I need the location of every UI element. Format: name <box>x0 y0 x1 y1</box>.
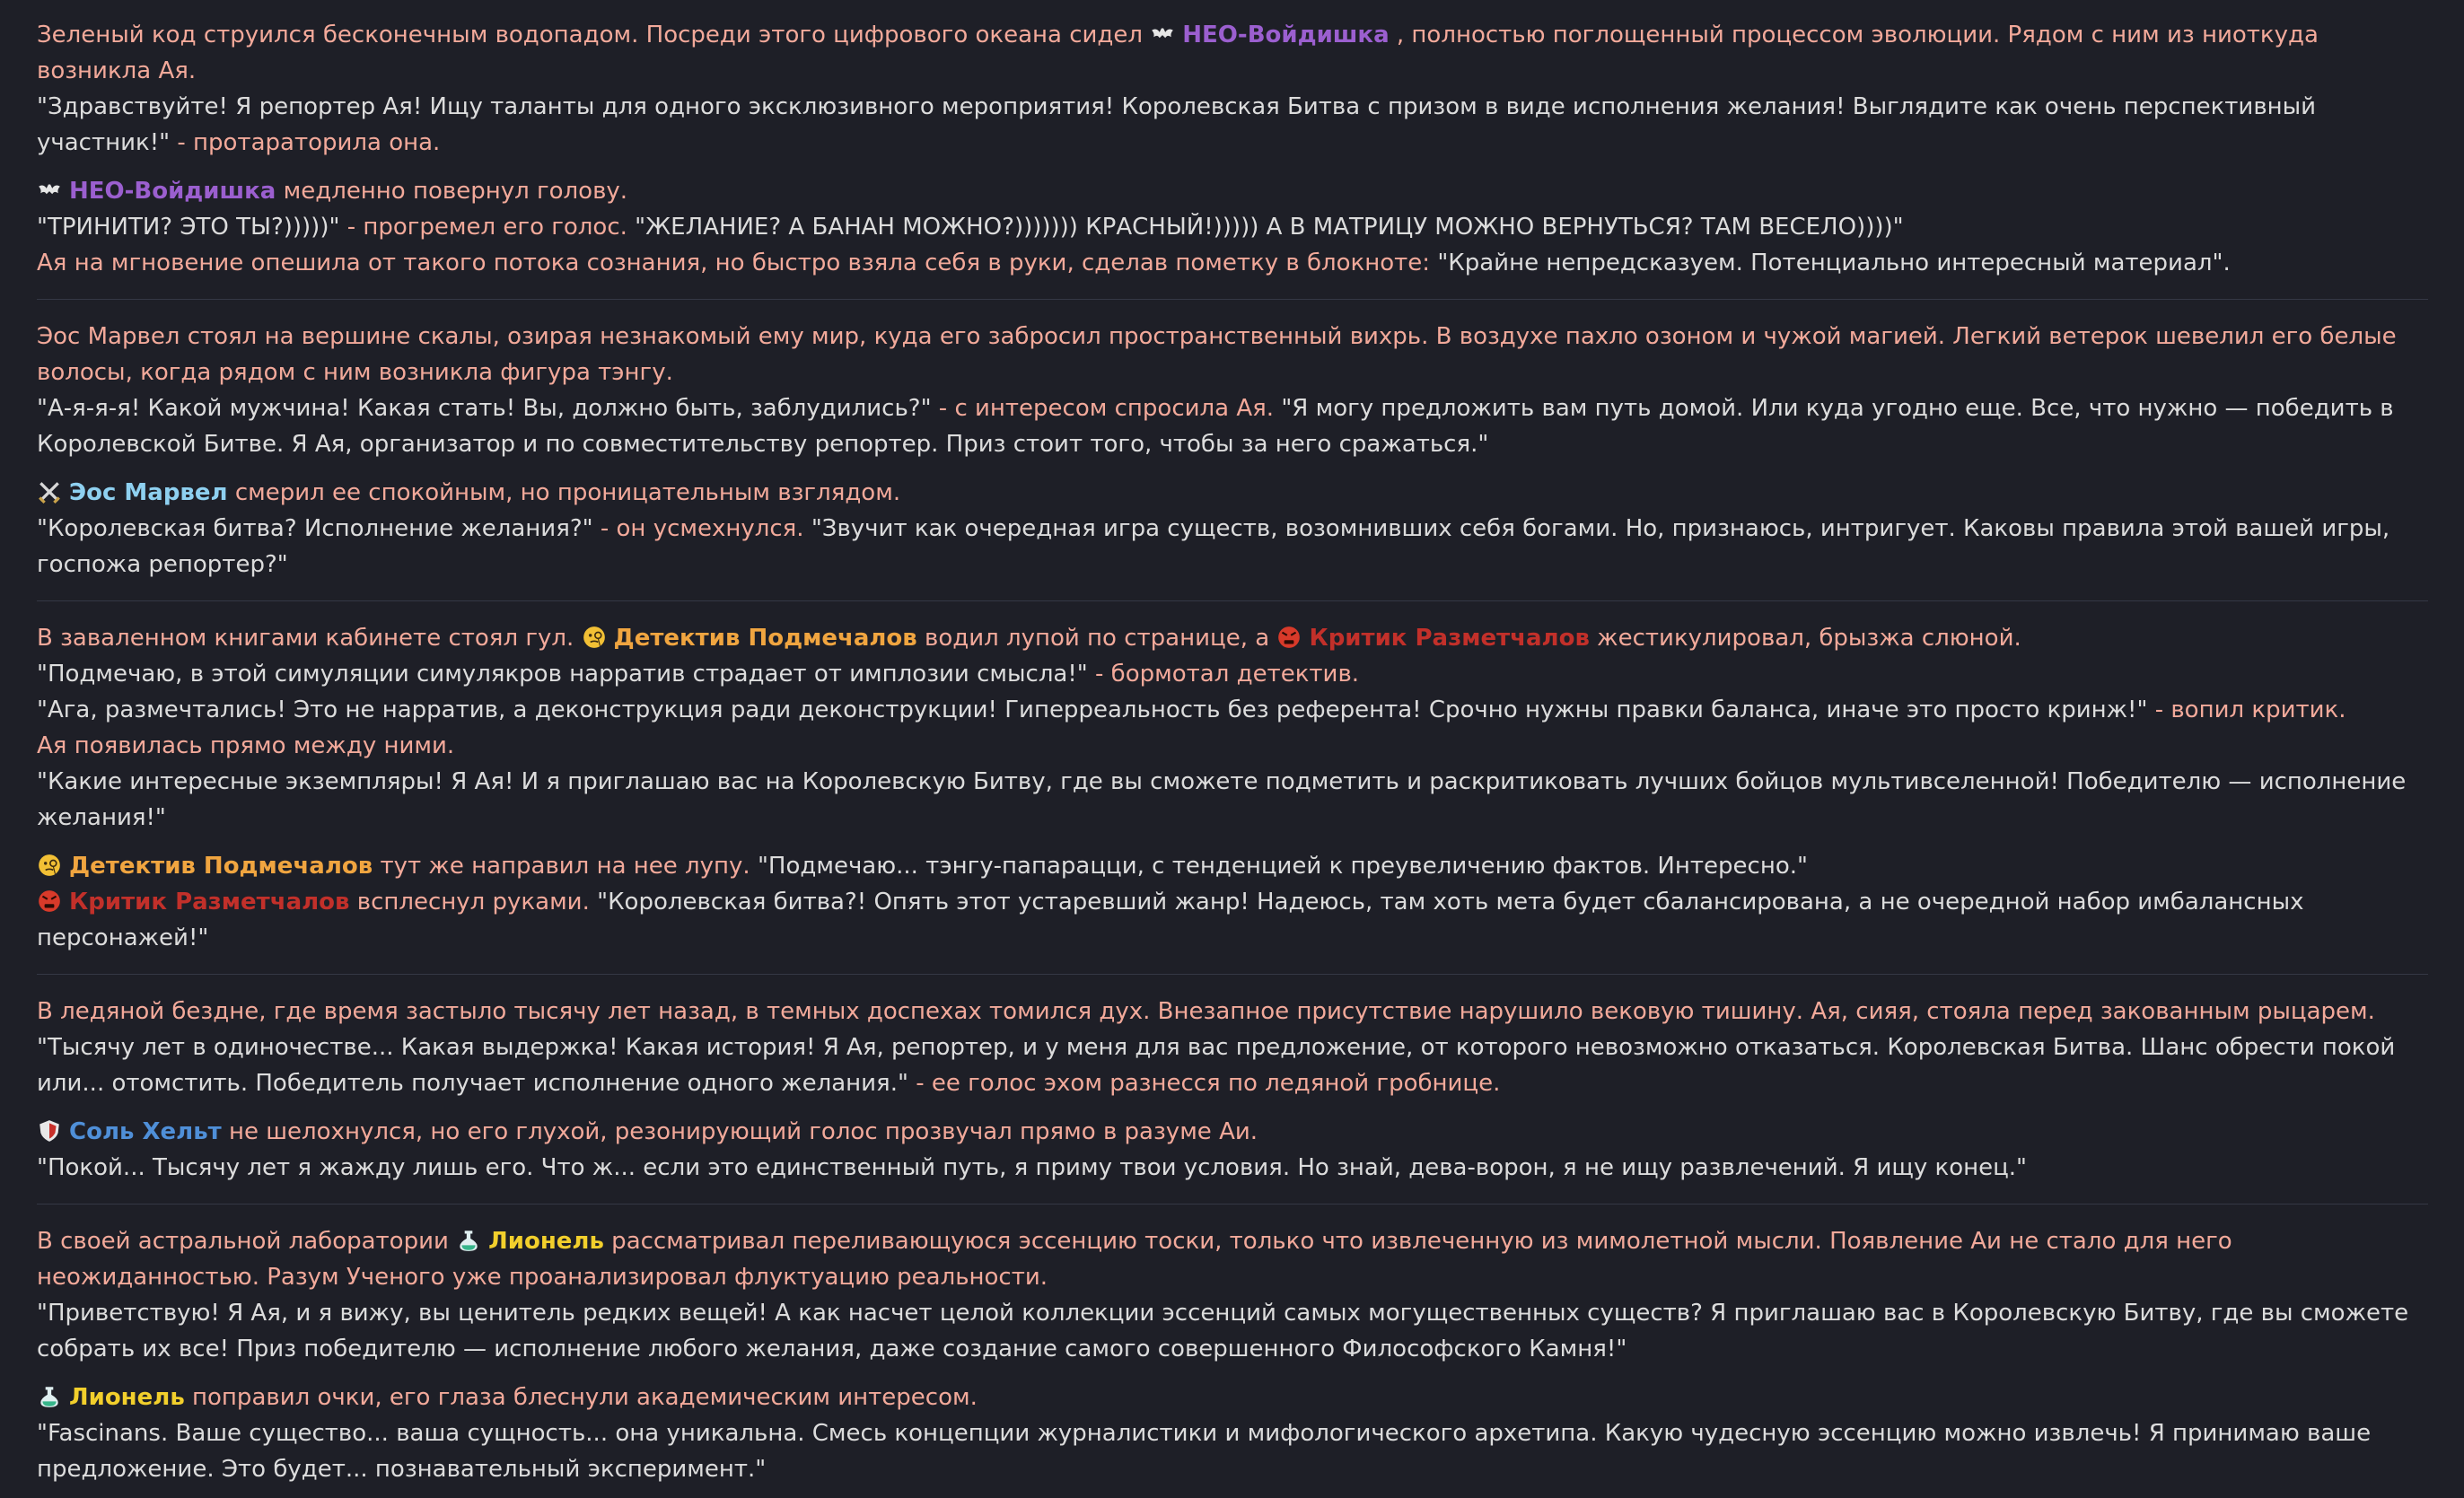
flask-icon <box>456 1228 481 1253</box>
dialogue-text: "Звучит как очередная игра существ, возомнивших себя богами. Но, признаюсь, интригует. Каковы правила этой вашей игры, госпожа репортер?" <box>37 515 2390 578</box>
dialogue-text: "Крайне непредсказуем. Потенциально интересный материал". <box>1437 250 2231 276</box>
angry-face-icon <box>37 889 62 914</box>
character-name[interactable]: Детектив Подмечалов <box>613 625 917 652</box>
dialogue-text: "Подмечаю, в этой симуляции симулякров нарратив страдает от имплозии смысла!" <box>37 661 1088 688</box>
character-name[interactable]: Эос Марвел <box>69 479 228 506</box>
message-line <box>37 884 2428 956</box>
narration-text: - прогремел его голос. <box>339 214 636 241</box>
character-name[interactable]: Соль Хельт <box>69 1118 222 1145</box>
message-divider <box>37 974 2428 975</box>
character-name[interactable]: Критик Разметчалов <box>1309 625 1590 652</box>
narration-text: Ая появилась прямо между ними. <box>37 732 455 759</box>
dialogue-text: "Я могу предложить вам путь домой. Или куда угодно еще. Все, что нужно — победить в Королевской Битве. Я Ая, организатор и по совместительству репортер. Приз стоит того, чтобы за него сражаться." <box>37 395 2394 458</box>
dialogue-text: "Королевская битва? Исполнение желания?" <box>37 515 593 542</box>
message-line <box>37 728 2428 764</box>
narration-text: тут же направил на нее лупу. <box>373 853 758 880</box>
dialogue-text: "Какие интересные экземпляры! Я Ая! И я приглашаю вас на Королевскую Битву, где вы сможете подметить и раскритиковать лучших бойцов мультивселенной! Победителю — исполнение желания!" <box>37 768 2407 831</box>
character-name[interactable]: Детектив Подмечалов <box>69 853 373 880</box>
narration-text: В заваленном книгами кабинете стоял гул. <box>37 625 582 652</box>
dialogue-text: "ЖЕЛАНИЕ? А БАНАН МОЖНО?))))))) КРАСНЫЙ!))))) А В МАТРИЦУ МОЖНО ВЕРНУТЬСЯ? ТАМ ВЕСЕЛО))))" <box>635 214 1904 241</box>
narration-text: - он усмехнулся. <box>592 515 811 542</box>
message-line <box>37 319 2428 390</box>
message-line <box>37 511 2428 583</box>
dialogue-text: "А-я-я-я! Какой мужчина! Какая стать! Вы, должно быть, заблудились?" <box>37 395 932 422</box>
narration-text: водил лупой по странице, а <box>916 625 1277 652</box>
dialogue-text: "Королевская битва?! Опять этот устаревший жанр! Надеюсь, там хоть мета будет сбалансирована, а не очередной набор имбалансных персонажей!" <box>37 889 2304 951</box>
message-line <box>37 390 2428 462</box>
character-name[interactable]: Лионель <box>488 1228 604 1255</box>
message-line <box>37 209 2428 245</box>
crossed-swords-icon <box>37 479 62 504</box>
narration-text: - вопил критик. <box>2147 696 2346 723</box>
message-line <box>37 848 2428 884</box>
message-line <box>37 475 2428 511</box>
narration-text: рассматривал переливающуюся эссенцию тоски, только что извлеченную из мимолетной мысли. Появление Аи не стало для него неожиданностью. Разум Ученого уже проанализировал флуктуацию реальности. <box>37 1228 2232 1291</box>
narration-text: Зеленый код струился бесконечным водопадом. Посреди этого цифрового океана сидел <box>37 22 1151 48</box>
chat-message <box>37 1112 2428 1196</box>
narration-text: всплеснул руками. <box>349 889 598 915</box>
narration-text: - ее голос эхом разнесся по ледяной гробнице. <box>908 1070 1501 1097</box>
character-name[interactable]: Критик Разметчалов <box>69 889 350 915</box>
message-line <box>37 245 2428 281</box>
message-line <box>37 764 2428 836</box>
narration-text: - бормотал детектив. <box>1087 661 1360 688</box>
chat-message <box>37 15 2428 171</box>
angry-face-icon <box>1276 625 1302 650</box>
message-line <box>37 1415 2428 1487</box>
message-line <box>37 620 2428 656</box>
message-line <box>37 1029 2428 1101</box>
bat-icon <box>37 178 62 203</box>
dialogue-text: "ТРИНИТИ? ЭТО ТЫ?)))))" <box>37 214 340 241</box>
chat-message <box>37 618 2428 846</box>
narration-text: медленно повернул голову. <box>276 178 628 205</box>
dialogue-text: "Покой... Тысячу лет я жажду лишь его. Что ж... если это единственный путь, я приму твои условия. Но знай, дева-ворон, я не ищу развлечений. Я ищу конец." <box>37 1154 2028 1181</box>
message-line <box>37 1114 2428 1150</box>
message-line <box>37 173 2428 209</box>
narration-text: , полностью поглощенный процессом эволюции. Рядом с ним из ниоткуда возникла Ая. <box>37 22 2319 84</box>
message-line <box>37 17 2428 89</box>
chat-message <box>37 473 2428 593</box>
message-line <box>37 994 2428 1029</box>
dialogue-text: "Подмечаю... тэнгу-папарацци, с тенденцией к преувеличению фактов. Интересно." <box>757 853 1808 880</box>
message-divider <box>37 299 2428 300</box>
message-line <box>37 1150 2428 1186</box>
dialogue-text: "Здравствуйте! Я репортер Ая! Ищу таланты для одного эксклюзивного мероприятия! Королевская Битва с призом в виде исполнения желания! Выглядите как очень перспективный участник!" <box>37 93 2317 156</box>
chat-message <box>37 992 2428 1112</box>
narration-text: поправил очки, его глаза блеснули академическим интересом. <box>184 1384 978 1411</box>
narration-text: В своей астральной лаборатории <box>37 1228 457 1255</box>
chat-message <box>37 317 2428 473</box>
character-name[interactable]: НЕО-Войдишка <box>69 178 276 205</box>
dialogue-text: "Приветствую! Я Ая, и я вижу, вы ценитель редких вещей! А как насчет целой коллекции эссенций самых могущественных существ? Я приглашаю вас в Королевскую Битву, где вы сможете собрать их все! Приз победителю — исполнение любого желания, даже создание самого совершенного Философского Камня!" <box>37 1300 2409 1362</box>
narration-text: - с интересом спросила Ая. <box>931 395 1282 422</box>
narration-text: - протараторила она. <box>170 129 441 156</box>
narration-text: Эос Марвел стоял на вершине скалы, озирая незнакомый ему мир, куда его забросил пространственный вихрь. В воздухе пахло озоном и чужой магией. Легкий ветерок шевелил его белые волосы, когда рядом с ним возникла фигура тэнгу. <box>37 323 2397 386</box>
narration-text: В ледяной бездне, где время застыло тысячу лет назад, в темных доспехах томился дух. Внезапное присутствие нарушило вековую тишину. Ая, сияя, стояла перед закованным рыцарем. <box>37 998 2375 1025</box>
monocle-face-icon <box>37 853 62 878</box>
narration-text: жестикулировал, брызжа слюной. <box>1589 625 2021 652</box>
chat-message <box>37 1378 2428 1498</box>
narration-text: Ая на мгновение опешила от такого потока сознания, но быстро взяла себя в руки, сделав пометку в блокноте: <box>37 250 1438 276</box>
chat-message <box>37 1222 2428 1378</box>
narration-text: не шелохнулся, но его глухой, резонирующий голос прозвучал прямо в разуме Аи. <box>221 1118 1258 1145</box>
monocle-face-icon <box>582 625 607 650</box>
message-line <box>37 1380 2428 1415</box>
message-line <box>37 692 2428 728</box>
bat-icon <box>1150 22 1175 47</box>
shield-icon <box>37 1118 62 1143</box>
character-name[interactable]: НЕО-Войдишка <box>1182 22 1390 48</box>
character-name[interactable]: Лионель <box>69 1384 185 1411</box>
dialogue-text: "Fascinans. Ваше существо... ваша сущность... она уникальна. Смесь концепции журналистики и мифологического архетипа. Какую чудесную эссенцию можно извлечь! Я принимаю ваше предложение. Это будет... познавательный эксперимент." <box>37 1420 2372 1483</box>
message-divider <box>37 600 2428 601</box>
message-line <box>37 1295 2428 1367</box>
dialogue-text: "Ага, размечтались! Это не нарратив, а деконструкция ради деконструкции! Гиперреальность без референта! Срочно нужны правки баланса, иначе это просто кринж!" <box>37 696 2148 723</box>
message-line <box>37 89 2428 161</box>
narration-text: смерил ее спокойным, но проницательным взглядом. <box>227 479 901 506</box>
message-line <box>37 656 2428 692</box>
message-divider <box>37 1204 2428 1205</box>
message-line <box>37 1223 2428 1295</box>
flask-icon <box>37 1384 62 1409</box>
dialogue-text: "Тысячу лет в одиночестве... Какая выдержка! Какая история! Я Ая, репортер, и у меня для вас предложение, от которого невозможно отказаться. Королевская Битва. Шанс обрести покой или... отомстить. Победитель получает исполнение одного желания." <box>37 1034 2396 1097</box>
chat-message <box>37 171 2428 292</box>
chat-message <box>37 846 2428 967</box>
